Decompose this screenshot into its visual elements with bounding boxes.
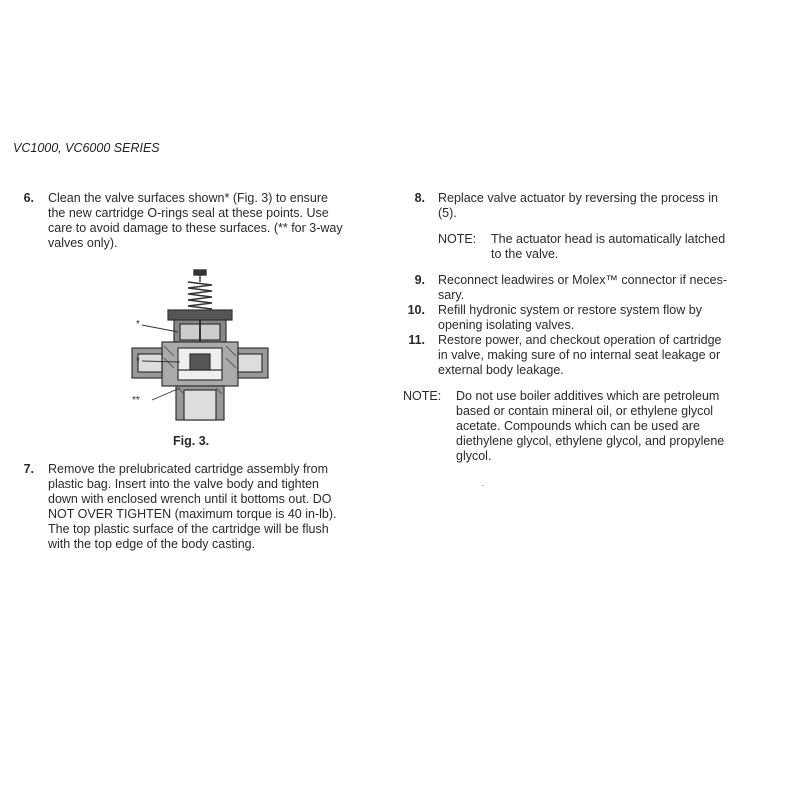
step-7 bbox=[14, 462, 384, 554]
valve-illustration bbox=[130, 268, 270, 423]
text-line: Refill hydronic system or restore system flow by bbox=[438, 303, 702, 317]
text-line: Clean the valve surfaces shown* (Fig. 3) to ensure bbox=[48, 191, 328, 205]
step-number: 8. bbox=[414, 191, 425, 205]
text-line: with the top edge of the body casting. bbox=[48, 537, 256, 551]
text-line: NOT OVER TIGHTEN (maximum torque is 40 in-lb). bbox=[48, 507, 337, 521]
step-text bbox=[438, 333, 722, 378]
text-line: The actuator head is automatically latched bbox=[491, 232, 726, 246]
step-text bbox=[438, 273, 727, 303]
step-text bbox=[48, 191, 343, 251]
step-number: 9. bbox=[414, 273, 425, 287]
figure-caption: Fig. 3. bbox=[173, 434, 210, 448]
text-line: (5). bbox=[438, 206, 457, 220]
annotation-mark: * bbox=[136, 356, 140, 367]
text-line: The top plastic surface of the cartridge will be flush bbox=[48, 522, 329, 536]
text-line: based or contain mineral oil, or ethylene glycol bbox=[456, 404, 714, 418]
note-text bbox=[456, 389, 724, 464]
text-line: Restore power, and checkout operation of cartridge bbox=[438, 333, 722, 347]
step-6 bbox=[14, 191, 384, 251]
step-number: 6. bbox=[23, 191, 34, 205]
text-line: sary. bbox=[438, 288, 465, 302]
valve-cross-section-figure bbox=[130, 268, 270, 423]
annotation-mark: * bbox=[136, 319, 140, 330]
text-line: external body leakage. bbox=[438, 363, 564, 377]
text-line: diethylene glycol, ethylene glycol, and propylene bbox=[456, 434, 725, 448]
boiler-additives-note bbox=[403, 389, 788, 467]
text-line: care to avoid damage to these surfaces. (** for 3-way bbox=[48, 221, 343, 235]
text-line: acetate. Compounds which can be used are bbox=[456, 419, 700, 433]
text-line: the new cartridge O-rings seal at these points. Use bbox=[48, 206, 329, 220]
text-line: Do not use boiler additives which are petroleum bbox=[456, 389, 720, 403]
text-line: opening isolating valves. bbox=[438, 318, 575, 332]
step-text bbox=[438, 303, 702, 333]
scan-speck bbox=[482, 485, 484, 486]
step-8 bbox=[405, 191, 785, 223]
note-label: NOTE: bbox=[438, 232, 477, 246]
step-11 bbox=[405, 333, 785, 380]
text-line: to the valve. bbox=[491, 247, 559, 261]
text-line: Replace valve actuator by reversing the process in bbox=[438, 191, 719, 205]
step-number: 7. bbox=[23, 462, 34, 476]
annotation-mark: ** bbox=[132, 395, 140, 406]
text-line: valves only). bbox=[48, 236, 118, 250]
text-line: glycol. bbox=[456, 449, 492, 463]
text-line: in valve, making sure of no internal seat leakage or bbox=[438, 348, 721, 362]
step-9 bbox=[405, 273, 785, 305]
step-10 bbox=[405, 303, 785, 335]
text-line: plastic bag. Insert into the valve body and tighten bbox=[48, 477, 320, 491]
text-line: Remove the prelubricated cartridge assembly from bbox=[48, 462, 328, 476]
note-label: NOTE: bbox=[403, 389, 442, 403]
step-8-note bbox=[438, 232, 778, 264]
step-number: 10. bbox=[407, 303, 425, 317]
spring bbox=[188, 270, 212, 309]
valve-body bbox=[132, 342, 268, 420]
text-line: Reconnect leadwires or Molex™ connector if neces- bbox=[438, 273, 728, 287]
step-number: 11. bbox=[408, 333, 425, 347]
step-text bbox=[48, 462, 337, 552]
note-text bbox=[491, 232, 725, 262]
step-text bbox=[438, 191, 718, 221]
series-header: VC1000, VC6000 SERIES bbox=[13, 141, 160, 155]
text-line: down with enclosed wrench until it bottoms out. DO bbox=[48, 492, 332, 506]
